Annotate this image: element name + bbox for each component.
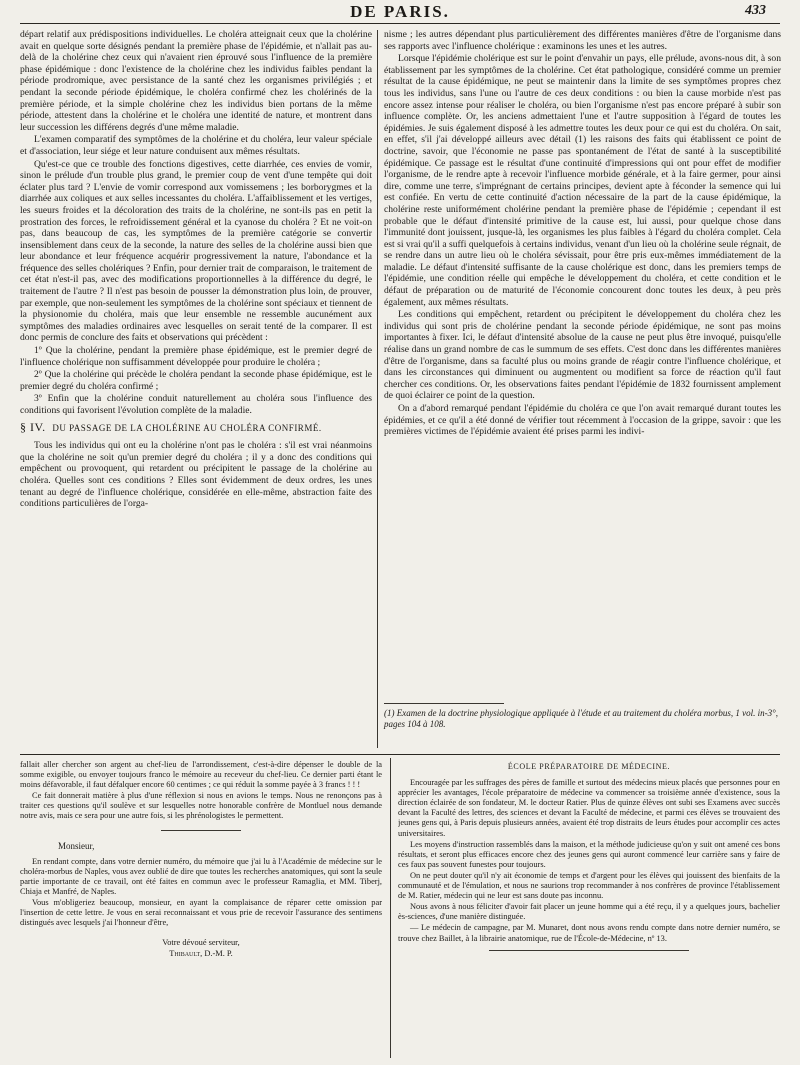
paragraph: — Le médecin de campagne, par M. Munaret, dont nous avons rendu compte dans notre dernier numéro, se trouve chez Baillet, à la librairie anatomique, rue de l'École-de-Médecine, nº 13.: [398, 923, 780, 943]
paragraph: 1º Que la cholérine, pendant la première phase épidémique, est le premier degré de l'influence cholérique non suffisamment développée pour produire le choléra ;: [20, 345, 372, 368]
paragraph: Nous avons à nous féliciter d'avoir fait placer un jeune homme qui a été reçu, il y a quelques jours, bachelier ès-sciences, d'une manière distinguée.: [398, 902, 780, 922]
right-column: [384, 29, 781, 699]
header-rule: [20, 23, 780, 24]
paragraph: Les moyens d'instruction rassemblés dans la maison, et la méthode judicieuse qu'on y suit ont amené ces bons résultats, et seront plus efficaces encore chez des jeunes gens qui auront commencé leur carrière sans y faire de ces faux pas souvent funestes pour toujours.: [398, 839, 780, 869]
paragraph: 3º Enfin que la cholérine conduit naturellement au choléra sous l'influence des conditions qui favorisent l'évolution complète de la maladie.: [20, 393, 372, 416]
paragraph: fallait aller chercher son argent au chef-lieu de l'arrondissement, c'est-à-dire dépenser le double de la somme exigible, ou envoyer toujours franco le mémoire au receveur du chef-lieu. Ce dernier parti étant le moins défavorable, il faut défalquer encore 60 centimes ; ce qui réduit la somme payée à 3 francs ! ! !: [20, 760, 382, 790]
paragraph: Les conditions qui empêchent, retardent ou précipitent le développement du choléra chez les individus qui sont pris de cholérine pendant la seconde période épidémique, ne sont pas moins importantes à fixer. Ici, le défaut d'intensité absolue de la cause ne peut plus être invoqué, puisqu'elle réalise dans un grand nombre de cas le summum de ses effets. C'est donc dans les différentes manières d'être de l'organisme, dans sa faculté plus ou moins grande de réagir contre l'influence cholérique, et dans les circonstances qui diminuent ou augmentent ou modifient sa force de réaction qu'il faut chercher ces conditions. Or, les observations faites pendant l'épidémie de 1832 fournissent amplement de quoi éclairer ce point de la question.: [384, 309, 781, 402]
lower-right-column: [398, 760, 780, 1060]
paragraph: On ne peut douter qu'il n'y ait économie de temps et d'argent pour les élèves qui jouissent des bienfaits de la communauté et de l'émulation, et nous ne saurions trop recommander à nos confrères de province l'établissement de M. Ratier, médecin qui ne leur est sans doute pas inconnu.: [398, 870, 780, 901]
page-header: [0, 0, 800, 22]
section-title: DU PASSAGE DE LA CHOLÉRINE AU CHOLÉRA CONFIRMÉ.: [52, 422, 322, 433]
letter-signature: Thibault, D.-M. P.: [169, 949, 233, 959]
footnote: (1) Examen de la doctrine physiologique appliquée à l'étude et au traitement du choléra morbus, 1 vol. in-3°, pages 104 à 108.: [384, 708, 778, 729]
column-divider: [377, 30, 378, 748]
page-number: 433: [745, 3, 766, 18]
section-rule: [20, 754, 780, 755]
paragraph: 2º Que la cholérine qui précède le choléra pendant la seconde phase épidémique, est le premier degré du choléra confirmé ;: [20, 369, 372, 392]
letter-salutation: Monsieur,: [58, 840, 95, 851]
paragraph: L'examen comparatif des symptômes de la cholérine et du choléra, leur valeur spéciale et d'association, leur siége et leur nature conduisent aux mêmes résultats.: [20, 134, 372, 157]
paragraph: Tous les individus qui ont eu la cholérine n'ont pas le choléra : s'il est vrai néanmoins que la cholérine ne soit qu'un premier degré du choléra ; il y a donc des conditions qui empêchent ou provoquent, qui retardent ou précipitent le passage de la cholérine au choléra. Quelles sont ces conditions ? Elles sont évidemment de deux ordres, les unes tenant au degré de l'influence cholérique, considérée en elle-même, abstraction faite des conditions particulières de l'orga-: [20, 440, 372, 510]
paragraph: nisme ; les autres dépendant plus particulièrement des différentes manières d'être de l'organisme dans ses rapports avec l'influence cholérique : examinons les unes et les autres.: [384, 29, 781, 52]
letter-paragraph: En rendant compte, dans votre dernier numéro, du mémoire que j'ai lu à l'Académie de médecine sur le choléra-morbus de Naples, vous avez oublié de dire que toutes les recherches anatomiques, qui sont la seule partie importante de ce travail, ont été faites en commun avec le professeur Ramaglia, et MM. Tiberj, Chiaja et Manfré, de Naples.: [20, 856, 382, 896]
letter-closing: Votre dévoué serviteur,: [162, 938, 240, 948]
left-column: [20, 29, 372, 749]
paragraph: Qu'est-ce que ce trouble des fonctions digestives, cette diarrhée, ces envies de vomir, sinon le prélude d'un trouble plus grand, le premier coup de vent d'une tempête qui doit éclater plus tard ? L'envie de vomir correspond aux vomissemens ; les borborygmes et la diarrhée aux coliques et aux selles incessantes du choléra. L'affaiblissement et les vertiges, les sueurs froides et la décoloration des traits de la cholérine, ne sont-ils pas en petit la prostration des forces, le refroidissement général et la cyanose du choléra ? Et ne voit-on pas, dans beaucoup de cas, les symptômes de la première catégorie se convertir insensiblement dans ceux de la seconde, la nature des selles de la cholérine aussi bien que leur abondance et leur fréquence acquérir progressivement la nature, l'abondance et la fréquence des selles cholériques ? Enfin, pour dernier trait de comparaison, le traitement de cet état n'est-il pas, avec des modifications proportionnelles à la différence du degré, le traitement de l'autre ? Il n'est pas besoin de pousser la démonstration plus loin, de prouver, par exemple, que non-seulement les symptômes de la cholérine sont spéciaux et tiennent de la physionomie du choléra, mais que leur ensemble ne ressemble aucunément aux symptômes des maladies ordinaires avec lesquelles on serait tenté de la comparer. Il est donc permis de conclure des faits et observations qui précèdent :: [20, 158, 372, 344]
paragraph: On a d'abord remarqué pendant l'épidémie du choléra ce que l'on avait remarqué durant toutes les épidémies, et ce qu'il a été donné de vérifier tout récemment à l'occasion de la grippe, savoir : que les premières victimes de l'épidémie avaient été prises parmi les indivi-: [384, 403, 781, 438]
footnote-rule: [384, 703, 504, 704]
paragraph: Ce fait donnerait matière à plus d'une réflexion si nous en avions le temps. Nous ne renonçons pas à traiter ces questions qu'il soulève et sur lesquelles notre honorable confrère de Montluel nous demande notre avis, mais ce sera pour une autre fois, si les phrénologistes le permettent.: [20, 791, 382, 821]
paragraph: Encouragée par les suffrages des pères de famille et surtout des médecins mieux placés que personnes pour en apprécier les avantages, l'école préparatoire de médecine va commencer sa troisième année d'existence, sous la direction éclairée de son fondateur, M. le docteur Ratier. Plus de quinze élèves ont subi ses Examens avec succès devant la Faculté des lettres, des sciences et devant la Faculté de médecine, et parmi ces élèves se trouvaient des jeunes gens qui, à Paris depuis plusieurs années, avaient été trop distraits de leurs études pour accomplir ces actes universitaires.: [398, 778, 780, 838]
header-title: DE PARIS.: [350, 2, 450, 21]
section-heading: [20, 419, 372, 435]
lower-left-column: [20, 760, 382, 1060]
separator-rule: [161, 830, 241, 831]
paragraph: départ relatif aux prédispositions individuelles. Le choléra atteignait ceux que la cholérine avait en quelque sorte désignés pendant la première phase de l'épidémie, et n'allait pas au-delà de la cholérine chez ceux qui n'avaient rien éprouvé sous l'influence de la première phase épidémique : donc l'existence de la cholérine chez les individus faibles pendant la période prodromique, avec persistance de la santé chez les organismes privilégiés ; et pendant la seconde période épidémique, le choléra confirmé chez les cholérinés de la première période, et la simple cholérine chez les individus bien portans de la même période, attestent dans la cholérine et le choléra une identité de nature, et montrent dans leur succession les différens degrés d'une même maladie.: [20, 29, 372, 133]
article-heading: ÉCOLE PRÉPARATOIRE DE MÉDECINE.: [507, 762, 671, 771]
paragraph: Lorsque l'épidémie cholérique est sur le point d'envahir un pays, elle prélude, avons-nous dit, à son établissement par les symptômes de la cholérine. Cet état pathologique, considéré comme un premier résultat de la cause épidémique, ne peut se maintenir dans la limite de ses symptômes propres chez tous les individus, sans l'une ou l'autre de ces deux conditions : ou bien la cause morbide n'est pas encore assez intense pour réaliser le choléra, ou bien l'organisme n'est pas encore préparé à subir son influence complète. Or, les anciens admettaient l'une et l'autre supposition à l'égard de toutes les épidémies. Je suis également disposé à les admettre toutes les deux pour ce qui est du choléra. On sait, en effet, s'il j'ai développé ailleurs avec détail (1) les raisons des faits qui établissent ce point de doctrine, savoir, que l'économie ne passe pas spontanément de l'état de santé à la susceptibilité épidémique. Ce passage est le résultat d'une continuité d'impressions qui ont pour effet de modifier l'organisme, de le rendre apte à recevoir l'influence morbide générale, et à la faire germer, pour ainsi dire, comme une terre, s'imprégnant de certains principes, devient apte à féconder la semence qui lui est confiée. En vertu de cette continuité d'action nécessaire de la part de la cause épidémique, la cholérine reste uniformément cholérine pendant la première phase de l'épidémie ; cependant il est probable que le défaut d'intensité primitive de la cause est, lui aussi, pour quelque chose dans l'immunité dont jouissent, jusque-là, les organismes les plus faibles à l'égard du choléra complet. Cela est si vrai qu'il a suffi quelquefois à certains individus, venant d'un lieu où la cholérine seule régnait, de se rendre dans un autre lieu où le choléra sévissait, pour être pris eux-mêmes immédiatement de la maladie. Le défaut d'intensité suffisante de la cause cholérique est donc, dans les premiers temps de l'épidémie, une condition réelle qui empêche le développement du choléra, et cette condition et le défaut de préparation ou de maturité de l'économie concourent donc toutes les deux, à peu près également, aux mêmes résultats.: [384, 53, 781, 308]
letter-paragraph: Vous m'obligeriez beaucoup, monsieur, en ayant la complaisance de réparer cette omission par l'insertion de cette lettre. Je vous en serai reconnaissant et vous prie de recevoir l'assurance des sentimens distingués avec lesquels j'ai l'honneur d'être,: [20, 898, 382, 928]
lower-column-divider: [390, 758, 391, 1058]
section-number: § IV.: [20, 419, 46, 434]
end-rule: [489, 950, 689, 951]
